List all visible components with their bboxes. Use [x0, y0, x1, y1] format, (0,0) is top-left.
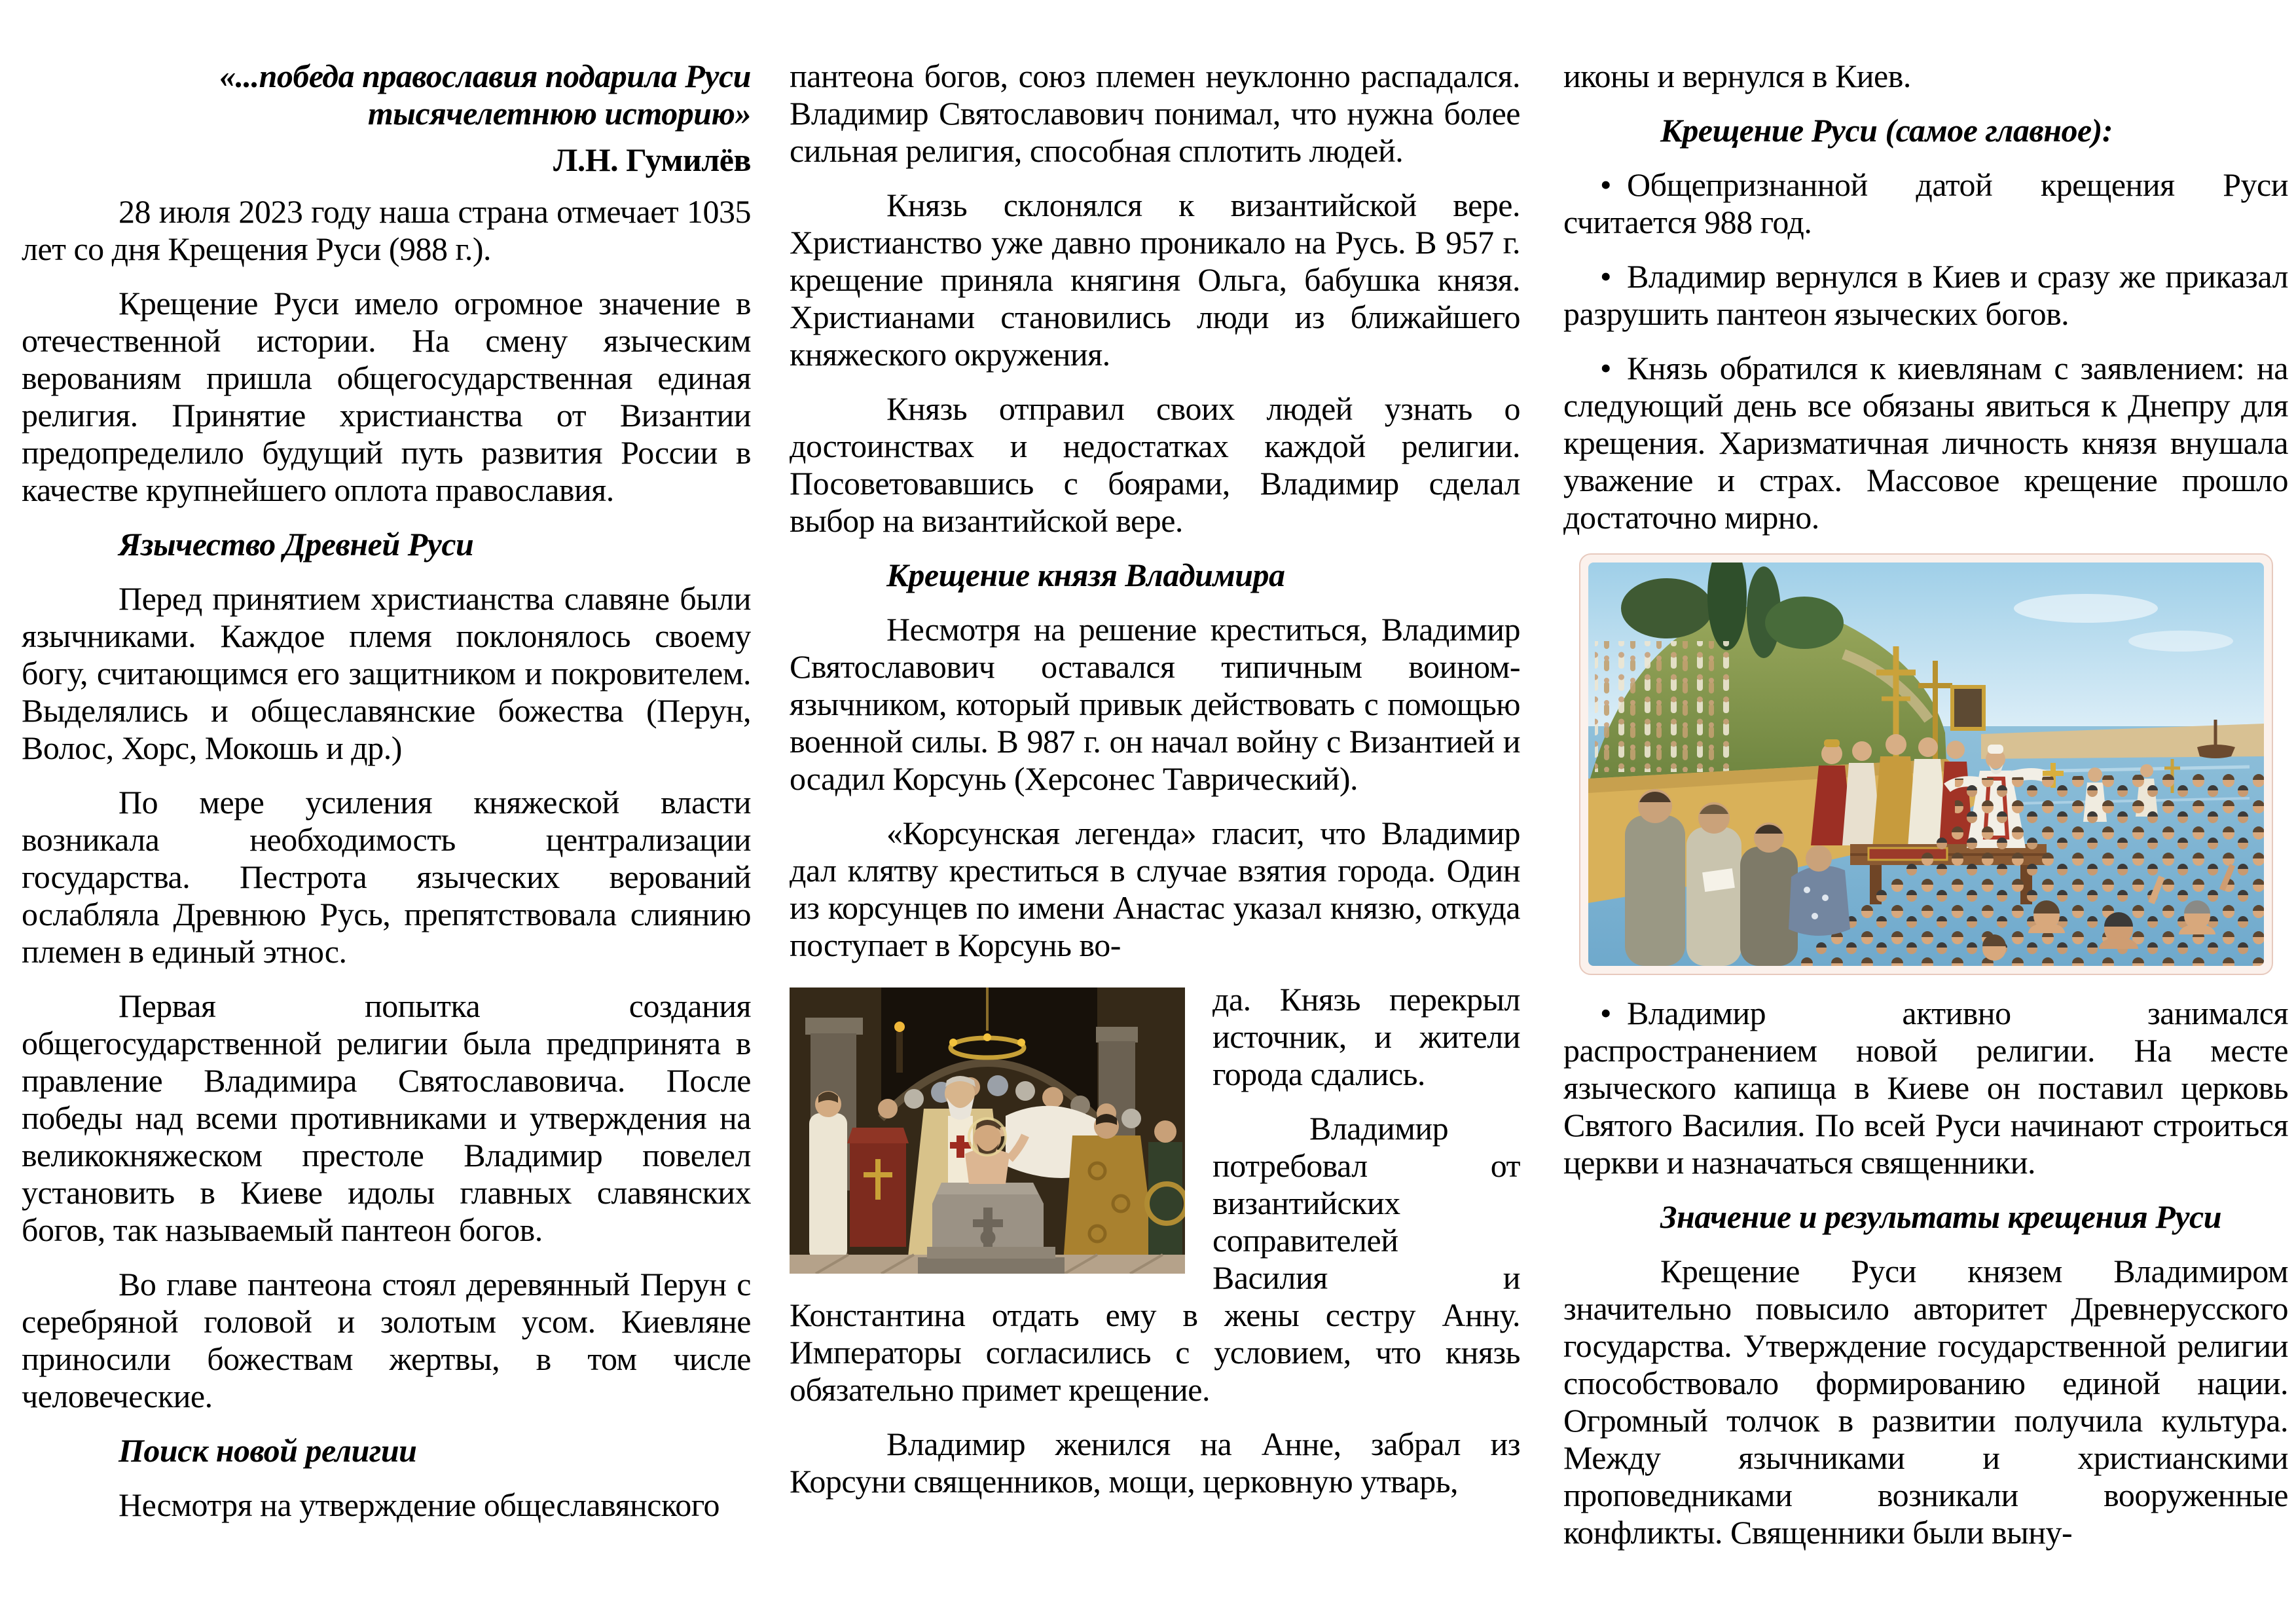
bullet-icon: •	[1600, 350, 1612, 386]
paragraph-marriage: Владимир женился на Анне, забрал из Корсуни священников, мощи, церковную утварь,	[790, 1426, 1520, 1500]
epigraph-author: Л.Н. Гумилёв	[553, 141, 751, 178]
epigraph-line-1: «...победа православия подарила Руси	[219, 58, 751, 94]
paragraph-icons-return: иконы и вернулся в Киев.	[1563, 58, 1911, 94]
paragraph-results: Крещение Руси князем Владимиром значительно повысило авторитет Древнерусского государства. Утверждение государственной религии способствовало формированию единой нации. Огромный толчок в развитии получила культура. Между язычниками и христианскими проповедниками возникали вооруженные конфликты. Священники были выну-	[1563, 1253, 2288, 1551]
heading-results: Значение и результаты крещения Руси	[1660, 1198, 2222, 1235]
bullet-icon: •	[1600, 258, 1612, 295]
bullet-item-dnieper	[1563, 350, 2288, 536]
paragraph-korsun-legend-part2: да. Князь перекрыл источник, и жители города сдались.	[1212, 981, 1520, 1092]
mass-baptism-of-kyivans-painting	[1588, 563, 2264, 966]
baptism-of-prince-vladimir-painting-canvas	[790, 987, 1185, 1274]
paragraph-perun: Во главе пантеона стоял деревянный Перун с серебряной головой и золотым усом. Киевляне приносили божествам жертвы, в том числе человеческие.	[22, 1266, 751, 1414]
paragraph-demand-anna: Владимир потребовал от византийских соправителей Василия и Константина отдать ему в жены сестру Анну. Императоры согласились с условием, что князь обязательно примет крещение.	[790, 1110, 1520, 1408]
paragraph-korsun-legend-part1: «Корсунская легенда» гласит, что Владимир дал клятву креститься в случае взятия города. Один из корсунцев по имени Анастас указал князю, откуда поступает в Корсунь во-	[790, 815, 1520, 963]
heading-search-new-religion: Поиск новой религии	[118, 1432, 417, 1469]
bullet-icon: •	[1600, 995, 1612, 1031]
column-middle	[790, 0, 1520, 1624]
paragraph-centralization: По мере усиления княжеской власти возникала необходимость централизации государства. Пестрота языческих верований ослабляла Древнюю Русь, препятствовала слиянию племен в единый этнос.	[22, 784, 751, 970]
paragraph-anniversary-date: 28 июля 2023 году наша страна отмечает 1035 лет со дня Крещения Руси (988 г.).	[22, 193, 751, 267]
heading-baptism-main-points: Крещение Руси (самое главное):	[1660, 112, 2113, 149]
heading-baptism-of-vladimir: Крещение князя Владимира	[886, 557, 1285, 593]
bullet-icon: •	[1600, 166, 1612, 203]
paragraph-envoys: Князь отправил своих людей узнать о достоинствах и недостатках каждой религии. Посоветовавшись с боярами, Владимир сделал выбор на византийской вере.	[790, 390, 1520, 539]
epigraph	[22, 58, 751, 132]
bullet-item-spread-religion	[1563, 995, 2288, 1181]
bullet-text-spread-religion: Владимир активно занимался распространением новой религии. На месте языческого капища в Киеве он поставил церковь Святого Василия. По всей Руси начинают строиться церкви и назначаться священники.	[1563, 995, 2288, 1181]
column-left	[22, 0, 751, 1624]
paragraph-despite-start: Несмотря на утверждение общеславянского	[118, 1486, 720, 1523]
column-right	[1563, 0, 2288, 1624]
bullet-item-date	[1563, 166, 2288, 241]
mass-baptism-of-kyivans-painting-canvas	[1588, 563, 2264, 966]
paragraph-first-attempt: Первая попытка создания общегосударственной религии была предпринята в правление Владимира Святославовича. После победы над всеми противниками и утверждения на великокняжеском престоле Владимир повелел установить в Киеве идолы главных славянских богов, так называемый пантеон богов.	[22, 987, 751, 1248]
heading-paganism: Язычество Древней Руси	[118, 526, 474, 563]
mass-baptism-painting-frame	[1579, 553, 2273, 975]
paragraph-pantheon-collapse: пантеона богов, союз племен неуклонно распадался. Владимир Святославович понимал, что нужна более сильная религия, способная сплотить людей.	[790, 58, 1520, 169]
paragraph-pagan-tribes: Перед принятием христианства славяне были язычниками. Каждое племя поклонялось своему богу, считающимся его защитником и покровителем. Выделялись и общеславянские божества (Перун, Волос, Хорс, Мокошь и др.)	[22, 580, 751, 766]
bullet-item-destroy-pantheon	[1563, 258, 2288, 333]
baptism-of-prince-vladimir-painting	[790, 987, 1185, 1274]
bullet-text-destroy-pantheon: Владимир вернулся в Киев и сразу же приказал разрушить пантеон языческих богов.	[1563, 258, 2288, 332]
epigraph-line-2: тысячелетнюю историю»	[367, 95, 751, 132]
paragraph-byzantine-faith: Князь склонялся к византийской вере. Христианство уже давно проникало на Русь. В 957 г. крещение приняла княгиня Ольга, бабушка князя. Христианами становились люди из ближайшего княжеского окружения.	[790, 187, 1520, 373]
paragraph-significance: Крещение Руси имело огромное значение в отечественной истории. На смену языческим верованиям пришла общегосударственная единая религия. Принятие христианства от Византии предопределило будущий путь развития России в качестве крупнейшего оплота православия.	[22, 285, 751, 508]
bullet-text-date: Общепризнанной датой крещения Руси считается 988 год.	[1563, 166, 2288, 240]
paragraph-warrior-pagan: Несмотря на решение креститься, Владимир Святославович оставался типичным воином-язычником, который привык действовать с помощью военной силы. В 987 г. он начал войну с Византией и осадил Корсунь (Херсонес Таврический).	[790, 611, 1520, 797]
bullet-text-dnieper: Князь обратился к киевлянам с заявлением: на следующий день все обязаны явиться к Днепру для крещения. Харизматичная личность князя внушала уважение и страх. Массовое крещение прошло достаточно мирно.	[1563, 350, 2288, 536]
